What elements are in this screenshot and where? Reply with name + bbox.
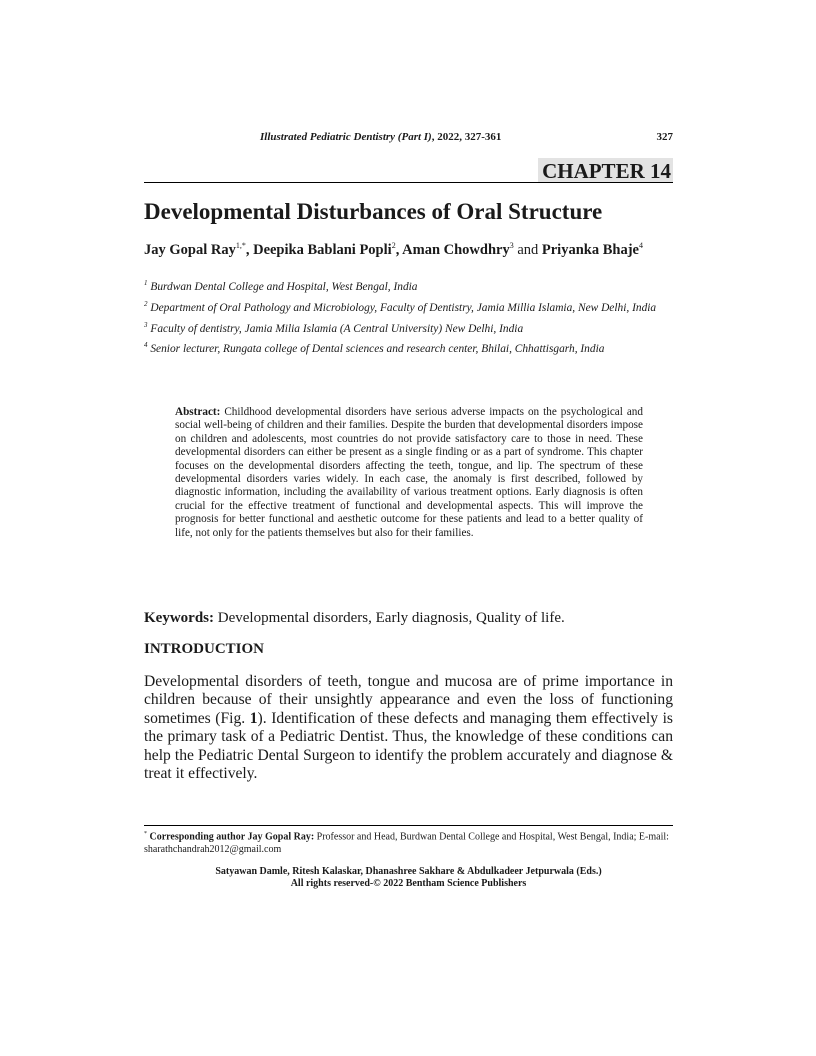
affiliation-mark: 3 bbox=[144, 320, 148, 329]
intro-text-after: ). Identification of these defects and managing them effectively is the primary task of a Pediatric Dentist. Thus, the knowledge of these conditions can help the Pediatric Dental Surgeon to identify the problem accurately and diagnose & treat it effectively. bbox=[144, 709, 673, 783]
affiliation-text: Senior lecturer, Rungata college of Dental sciences and research center, Bhilai, Chhattisgarh, India bbox=[150, 343, 605, 356]
chapter-label: CHAPTER 14 bbox=[538, 158, 673, 183]
rights-line: All rights reserved-© 2022 Bentham Science Publishers bbox=[290, 878, 527, 889]
keywords bbox=[144, 610, 673, 627]
section-heading-introduction: INTRODUCTION bbox=[144, 641, 265, 657]
author-affiliation-mark: 1,* bbox=[235, 241, 246, 250]
running-head bbox=[144, 131, 673, 147]
chapter-title: Developmental Disturbances of Oral Structure bbox=[144, 199, 603, 224]
keywords-text: Developmental disorders, Early diagnosis, Quality of life. bbox=[214, 610, 565, 626]
abstract-label: Abstract: bbox=[175, 406, 221, 418]
footnote-text: Professor and Head, Burdwan Dental College and Hospital, West Bengal, India; E-mail: sharathchandrah2012@gmail.com bbox=[144, 831, 669, 855]
author-affiliation-mark: 4 bbox=[638, 241, 643, 250]
affiliation-mark: 4 bbox=[144, 341, 148, 350]
author-name: Aman Chowdhry bbox=[402, 241, 510, 258]
author-separator: , bbox=[245, 241, 254, 258]
footnote-mark: * bbox=[144, 831, 147, 837]
journal-citation bbox=[260, 131, 501, 143]
affiliation bbox=[144, 297, 673, 316]
affiliation-text: Faculty of dentistry, Jamia Milia Islamia (A Central University) New Delhi, India bbox=[150, 322, 524, 335]
affiliation-text: Department of Oral Pathology and Microbiology, Faculty of Dentistry, Jamia Millia Islamia, New Delhi, India bbox=[150, 301, 657, 314]
author-list bbox=[144, 236, 673, 260]
affiliation bbox=[144, 318, 673, 337]
affiliation-list bbox=[144, 276, 673, 359]
header-rule bbox=[144, 182, 673, 183]
affiliation-mark: 2 bbox=[144, 299, 148, 308]
author-and: and bbox=[513, 241, 542, 258]
footnote bbox=[144, 828, 673, 856]
affiliation bbox=[144, 276, 673, 295]
author-name: Jay Gopal Ray bbox=[144, 241, 236, 258]
introduction-paragraph bbox=[144, 673, 673, 783]
page-number: 327 bbox=[656, 131, 673, 143]
author-affiliation-mark: 2 bbox=[391, 241, 396, 250]
keywords-label: Keywords: bbox=[144, 610, 214, 626]
editors-line: Satyawan Damle, Ritesh Kalaskar, Dhanashree Sakhare & Abdulkadeer Jetpurwala (Eds.) bbox=[215, 866, 602, 877]
author-affiliation-mark: 3 bbox=[509, 241, 514, 250]
footnote-rule bbox=[144, 825, 673, 826]
journal-year-pages: , 2022, 327-361 bbox=[431, 131, 502, 143]
author-name: Priyanka Bhaje bbox=[541, 241, 639, 258]
author-separator: , bbox=[395, 241, 403, 258]
publisher-notice bbox=[144, 866, 673, 890]
affiliation-mark: 1 bbox=[144, 279, 148, 287]
intro-text-before: Developmental disorders of teeth, tongue and mucosa are of prime importance in children because of their unsightly appearance and even the loss of functioning sometimes (Fig. bbox=[144, 673, 673, 727]
affiliation-text: Burdwan Dental College and Hospital, West Bengal, India bbox=[150, 280, 418, 293]
footnote-label: Corresponding author Jay Gopal Ray: bbox=[147, 831, 315, 843]
journal-title: Illustrated Pediatric Dentistry (Part I) bbox=[260, 131, 432, 143]
affiliation bbox=[144, 338, 673, 357]
abstract-text: Childhood developmental disorders have serious adverse impacts on the psychological and social well-being of children and their families. Despite the burden that developmental disorders impose on children and adolescents, most countries do not provide satisfactory care to those in need. These developmental disorders can either be present as a single finding or as a part of syndrome. This chapter focuses on the developmental disorders affecting the teeth, tongue, and lip. The spectrum of these developmental disorders varies widely. In each case, the anomaly is first described, followed by diagnostic information, including the availability of various treatment options. Early diagnosis is often crucial for the effective treatment of functional and developmental aspects. This will improve the prognosis for better functional and aesthetic outcome for these patients and lead to a better quality of life, not only for the patients themselves but also for their families. bbox=[175, 406, 643, 539]
figure-reference: 1 bbox=[249, 709, 258, 727]
author-name: Deepika Bablani Popli bbox=[253, 241, 392, 258]
abstract bbox=[175, 406, 643, 540]
